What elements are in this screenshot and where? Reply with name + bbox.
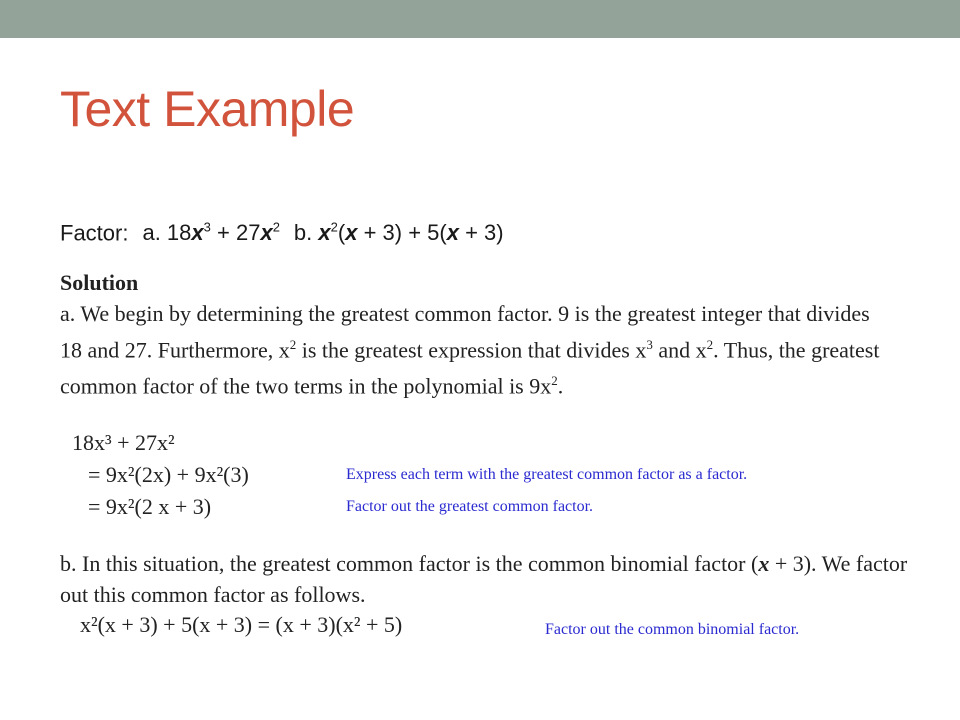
step-a-2: = 9x²(2x) + 9x²(3)	[88, 462, 249, 487]
top-accent-bar	[0, 0, 960, 38]
slide-title: Text Example	[60, 81, 355, 137]
problem-statement	[60, 220, 504, 246]
step-a-3: = 9x²(2 x + 3)	[88, 494, 212, 519]
step-b: x²(x + 3) + 5(x + 3) = (x + 3)(x² + 5)	[80, 612, 403, 637]
solution-part-a-explanation: a. We begin by determining the greatest common factor. 9 is the greatest integer that divides 18 and 27. Furthermore, $x^2$ is the greatest expression that divides $x^3$ and $x^2$. Thus, the greatest common factor of the two terms in the polynomial is $9x^2$.	[60, 301, 880, 399]
step-a-3-note: Factor out the greatest common factor.	[346, 498, 594, 515]
solution-part-b-explanation: b. In this situation, the greatest common factor is the common binomial factor (x + 3). We factor out this common factor as follows.	[60, 551, 908, 607]
step-a-2-note: Express each term with the greatest common factor as a factor.	[346, 466, 748, 483]
step-b-note: Factor out the common binomial factor.	[545, 621, 800, 638]
solution-heading: Solution	[60, 270, 139, 295]
problem-label: Factor:	[60, 220, 129, 246]
problem-b: b. $x^2(x + 3) + 5(x + 3)$	[293, 220, 504, 246]
step-a-1: 18x³ + 27x²	[72, 430, 175, 455]
problem-a: a. $18x^3 + 27x^2$	[142, 220, 280, 246]
